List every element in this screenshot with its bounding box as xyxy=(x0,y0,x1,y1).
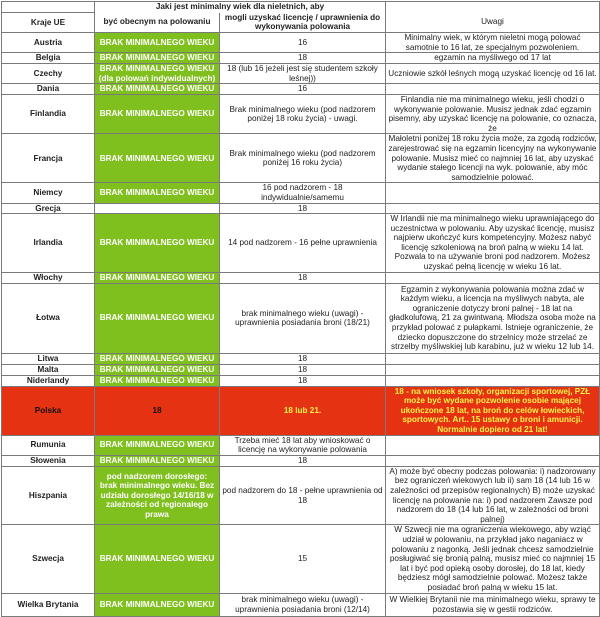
license-cell: 16 xyxy=(220,84,386,95)
notes-cell xyxy=(386,364,600,375)
country-cell: Czechy xyxy=(2,64,95,84)
presence-cell: BRAK MINIMALNEGO WIEKU xyxy=(95,272,220,283)
notes-cell: 18 - na wniosek szkoły, organizacji sportowej, PZŁ może być wydane pozwolenie osobie mającej ukończone 18 lat, na broń do celów łowieckich, sportowych. Art.. 15 ustawy o broni i amunicji. Normalnie dopiero od 21 lat! xyxy=(386,386,600,435)
table-corner xyxy=(2,2,95,13)
country-cell: Finlandia xyxy=(2,94,95,133)
country-cell: Austria xyxy=(2,33,95,53)
country-cell: Szwecja xyxy=(2,525,95,593)
country-cell: Dania xyxy=(2,84,95,95)
presence-cell: BRAK MINIMALNEGO WIEKU xyxy=(95,183,220,203)
license-cell: Brak minimalnego wieku (pod nadzorem poniżej 18 roku życia) - uwagi. xyxy=(220,94,386,133)
presence-cell: BRAK MINIMALNEGO WIEKU xyxy=(95,214,220,273)
license-cell: brak minimalnego wieku (uwagi) - uprawnienia posiadania broni (12/14) xyxy=(220,593,386,616)
notes-cell: W Wielkiej Brytanii nie ma minimalnego wieku, sprawy te pozostawia się w gestii rodziców. xyxy=(386,593,600,616)
presence-cell: BRAK MINIMALNEGO WIEKU xyxy=(95,84,220,95)
country-cell: Francja xyxy=(2,134,95,183)
country-cell: Grecja xyxy=(2,203,95,214)
presence-cell: BRAK MINIMALNEGO WIEKU (dla polowań indywidualnych) xyxy=(95,64,220,84)
license-cell: 18 xyxy=(220,364,386,375)
notes-cell: W Irlandii nie ma minimalnego wieku uprawniającego do uczestnictwa w polowaniu. Aby uzyskać licencję, musisz najpierw ukończyć kurs kompetencyjny. Możesz nabyć licencję szkoleniową na broń palną w wieku 14 lat. Pozwala to na używanie broni pod nadzorem. Możesz uzyskać pełną licencję w wieku 16 lat. xyxy=(386,214,600,273)
presence-cell: BRAK MINIMALNEGO WIEKU xyxy=(95,283,220,353)
table-row xyxy=(2,134,600,183)
notes-cell xyxy=(386,183,600,203)
notes-cell xyxy=(386,272,600,283)
header-country: Kraje UE xyxy=(2,13,95,33)
presence-cell: BRAK MINIMALNEGO WIEKU xyxy=(95,364,220,375)
table-row xyxy=(2,33,600,53)
table-row xyxy=(2,94,600,133)
license-cell: brak minimalnego wieku (uwagi) - uprawnienia posiadania broni (18/21) xyxy=(220,283,386,353)
license-cell: Brak minimalnego wieku (pod nadzorem poniżej 16 roku życia) xyxy=(220,134,386,183)
country-cell: Łotwa xyxy=(2,283,95,353)
country-cell: Wielka Brytania xyxy=(2,593,95,616)
table-row xyxy=(2,353,600,364)
presence-cell: BRAK MINIMALNEGO WIEKU xyxy=(95,435,220,455)
presence-cell: BRAK MINIMALNEGO WIEKU xyxy=(95,94,220,133)
license-cell: 14 pod nadzorem - 16 pełne uprawnienia xyxy=(220,214,386,273)
country-cell: Niderlandy xyxy=(2,375,95,386)
presence-cell: BRAK MINIMALNEGO WIEKU xyxy=(95,33,220,53)
notes-cell: Małoletni poniżej 18 roku życia może, za zgodą rodziców, zarejestrować się na egzamin licencyjny na wykonywanie polowanie. Musisz mieć co najmniej 16 lat, aby uzyskać wydanie stałego licencji na wyk. polowanie, aby móc samodzielnie polować. xyxy=(386,134,600,183)
notes-cell xyxy=(386,375,600,386)
presence-cell: BRAK MINIMALNEGO WIEKU xyxy=(95,525,220,593)
notes-cell: Egzamin z wykonywania polowania można zdać w każdym wieku, a licencja na myśliwych nabyta, ale ograniczenie dotyczy broni palnej - 18 lat na gładkolufową, 21 za gwintwaną. Młodsza osoba może na przykład polować z pułapkami. Istnieje ograniczenie, że dziecko dopuszczone do strzelnicy może strzelać ze strzelby myśliwskiej lub karabinu, już w wieku 12 lub 14. xyxy=(386,283,600,353)
country-cell: Polska xyxy=(2,386,95,435)
country-cell: Rumunia xyxy=(2,435,95,455)
country-cell: Irlandia xyxy=(2,214,95,273)
table-row xyxy=(2,364,600,375)
notes-cell: Finlandia nie ma minimalnego wieku, jeśli chodzi o wykonywanie polowanie. Musisz jednak zdać egzamin pisemny, aby uzyskać licencję na polowanie, co oznacza, że xyxy=(386,94,600,133)
license-cell: 18 lub 21. xyxy=(220,386,386,435)
table-row xyxy=(2,435,600,455)
table-row xyxy=(2,53,600,64)
presence-cell: BRAK MINIMALNEGO WIEKU xyxy=(95,134,220,183)
license-cell: 16 xyxy=(220,33,386,53)
presence-cell xyxy=(95,203,220,214)
presence-cell: BRAK MINIMALNEGO WIEKU xyxy=(95,353,220,364)
presence-cell: BRAK MINIMALNEGO WIEKU xyxy=(95,375,220,386)
notes-header-top xyxy=(386,2,600,13)
table-row xyxy=(2,283,600,353)
presence-cell: BRAK MINIMALNEGO WIEKU xyxy=(95,455,220,466)
header-notes: Uwagi xyxy=(386,13,600,33)
table-body xyxy=(2,33,600,617)
notes-cell xyxy=(386,435,600,455)
license-cell: 18 xyxy=(220,53,386,64)
table-row xyxy=(2,84,600,95)
country-cell: Belgia xyxy=(2,53,95,64)
license-cell: Trzeba mieć 18 lat aby wnioskować o licencję na wykonywanie polowania xyxy=(220,435,386,455)
country-cell: Słowenia xyxy=(2,455,95,466)
notes-cell: W Szwecji nie ma ograniczenia wiekowego, aby wziąć udział w polowaniu, na przykład jako naganiacz w polowaniu z nagonką. Jeśli jednak chcesz samodzielnie posługiwać się bronią palną, musisz mieć co najmniej 15 lat i być pod opieką osoby dorosłej, do 18 lat, kiedy będziesz mógł samodzielnie polować. Możesz także posiadać broń palną w wieku 15 lat. xyxy=(386,525,600,593)
license-cell: 16 pod nadzorem - 18 indywidualnie/samemu xyxy=(220,183,386,203)
table-title: Jaki jest minimalny wiek dla nieletnich, aby xyxy=(95,2,386,13)
notes-cell: Minimalny wiek, w którym nieletni mogą polować samotnie to 16 lat, ze specjalnym pozwoleniem. xyxy=(386,33,600,53)
license-cell: 18 xyxy=(220,353,386,364)
notes-cell: Uczniowie szkół leśnych mogą uzyskać licencję od 16 lat. xyxy=(386,64,600,84)
table-row xyxy=(2,466,600,525)
presence-cell: BRAK MINIMALNEGO WIEKU xyxy=(95,593,220,616)
table-row xyxy=(2,183,600,203)
country-cell: Włochy xyxy=(2,272,95,283)
table-row xyxy=(2,593,600,616)
table-row xyxy=(2,375,600,386)
table-row xyxy=(2,386,600,435)
license-cell: 18 xyxy=(220,272,386,283)
header-license: mogli uzyskać licencję / uprawnienia do wykonywania polowania xyxy=(220,13,386,33)
license-cell: 18 xyxy=(220,203,386,214)
country-cell: Malta xyxy=(2,364,95,375)
header-presence: być obecnym na polowaniu xyxy=(95,13,220,33)
notes-cell xyxy=(386,84,600,95)
license-cell: 18 xyxy=(220,375,386,386)
country-cell: Niemcy xyxy=(2,183,95,203)
country-cell: Litwa xyxy=(2,353,95,364)
presence-cell: pod nadzorem dorosłego: brak minimalnego wieku. Bez udziału dorosłego 14/16/18 w zależności od regionalego prawa xyxy=(95,466,220,525)
license-cell: pod nadzorem do 18 - pełne uprawnienia od 18 xyxy=(220,466,386,525)
presence-cell: 18 xyxy=(95,386,220,435)
table-row xyxy=(2,272,600,283)
notes-cell xyxy=(386,455,600,466)
eu-hunting-age-table-view xyxy=(1,1,599,614)
license-cell: 15 xyxy=(220,525,386,593)
table-row xyxy=(2,64,600,84)
hunting-age-table xyxy=(1,1,600,617)
notes-cell xyxy=(386,353,600,364)
presence-cell: BRAK MINIMALNEGO WIEKU xyxy=(95,53,220,64)
notes-cell: egzamin na myśliwego od 17 lat xyxy=(386,53,600,64)
notes-cell xyxy=(386,203,600,214)
license-cell: 18 xyxy=(220,455,386,466)
country-cell: Hiszpania xyxy=(2,466,95,525)
table-row xyxy=(2,203,600,214)
license-cell: 18 (lub 16 jeżeli jest się studentem szkoły leśnej)) xyxy=(220,64,386,84)
table-row xyxy=(2,455,600,466)
notes-cell: A) może być obecny podczas polowania: i) nadzorowany bez ograniczeń wiekowych lub ii) sam 18 (14 lub 16 w zależności od przepisów regionalnych) B) może uzyskać licencję na polowanie na: i) pod nadzorem Zawsze pod nadzorem do 18 (14 lub 16 lat, w zależności od broni palnej) xyxy=(386,466,600,525)
table-row xyxy=(2,214,600,273)
